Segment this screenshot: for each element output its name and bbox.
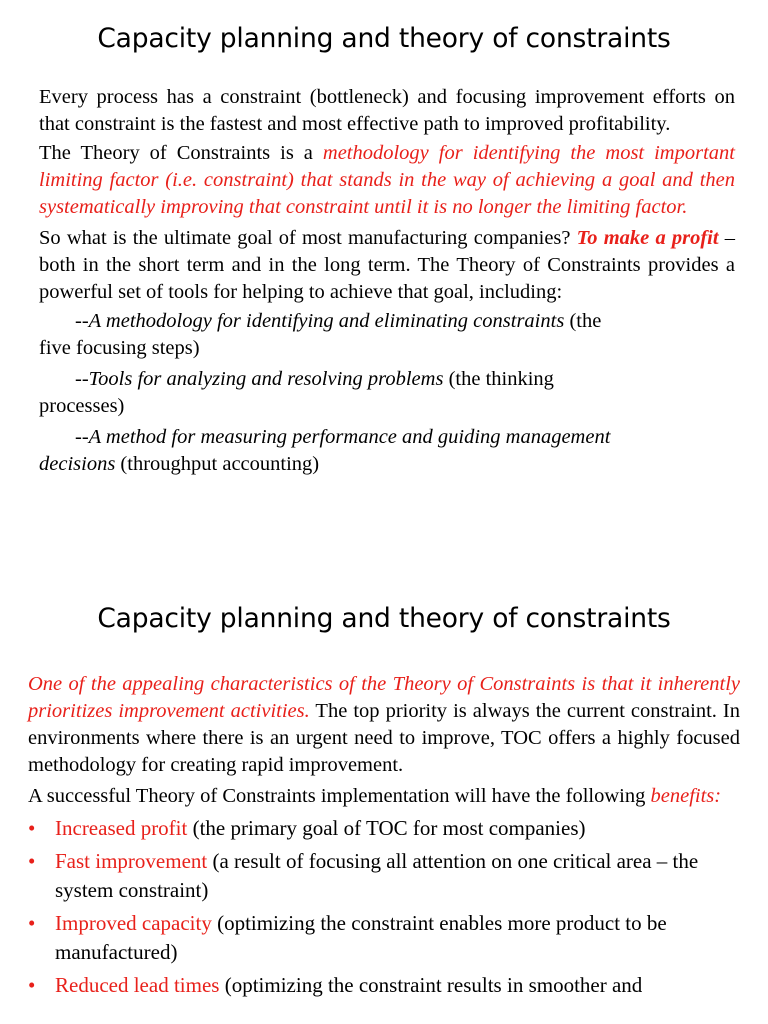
benefit-item bbox=[28, 847, 740, 905]
slide1-p3-lead: So what is the ultimate goal of most manufacturing companies? bbox=[39, 227, 577, 249]
slide2-title: Capacity planning and theory of constraints bbox=[97, 603, 671, 634]
slide1-title: Capacity planning and theory of constraints bbox=[97, 23, 671, 54]
tool-3-italic-b: decisions bbox=[39, 453, 116, 475]
tool-3-prefix: -- bbox=[75, 426, 89, 448]
benefit-desc: (optimizing the constraint results in smoother and bbox=[219, 973, 643, 997]
bullet-icon: • bbox=[28, 911, 36, 935]
benefit-item bbox=[28, 971, 740, 1000]
slide1-p3-goal: To make a profit bbox=[576, 227, 719, 249]
slide2-p1-highlight: One of the appealing characteristics of the Theory of Constraints is that it inherently prioritizes improvement activities. bbox=[28, 673, 740, 722]
tool-2-prefix: -- bbox=[75, 368, 89, 390]
slide2-body bbox=[28, 671, 740, 1000]
slide2-p2-lead: A successful Theory of Constraints implementation will have the following bbox=[28, 785, 651, 807]
slide1-p3-tail: – both in the short term and in the long term. The Theory of Constraints provides a powerful set of tools for helping to achieve that goal, including: bbox=[39, 227, 736, 303]
tool-1-italic: A methodology for identifying and eliminating constraints bbox=[88, 310, 565, 332]
slide1-body bbox=[39, 84, 735, 478]
slide2-p2-benefits: benefits: bbox=[650, 785, 722, 807]
slide2-paragraph-1 bbox=[28, 671, 740, 779]
slide1-tool-2 bbox=[39, 366, 735, 420]
benefits-list bbox=[28, 814, 740, 1000]
tool-1-plain-a: (the bbox=[564, 310, 602, 332]
tool-3-italic: A method for measuring performance and guiding management bbox=[88, 426, 611, 448]
tool-2-italic: Tools for analyzing and resolving problems bbox=[88, 368, 444, 390]
benefit-label: Reduced lead times bbox=[55, 973, 220, 997]
tool-1-prefix: -- bbox=[75, 310, 89, 332]
bullet-icon: • bbox=[28, 973, 36, 997]
tool-2-plain-a: (the thinking bbox=[443, 368, 554, 390]
tool-2-plain-b: processes) bbox=[39, 395, 125, 417]
slide1-paragraph-2 bbox=[39, 140, 735, 221]
benefit-item bbox=[28, 909, 740, 967]
tool-1-plain-b: five focusing steps) bbox=[39, 337, 200, 359]
tool-3-plain-b: (throughput accounting) bbox=[115, 453, 320, 475]
benefit-label: Fast improvement bbox=[55, 849, 208, 873]
bullet-icon: • bbox=[28, 849, 36, 873]
benefit-item bbox=[28, 814, 740, 843]
benefit-desc: (optimizing the constraint enables more product to be manufactured) bbox=[55, 911, 667, 964]
slide1-p2-lead: The Theory of Constraints is a bbox=[39, 142, 323, 164]
slide1-paragraph-1: Every process has a constraint (bottleneck) and focusing improvement efforts on that constraint is the fastest and most effective path to improved profitability. bbox=[39, 86, 735, 135]
slide1-p2-definition: methodology for identifying the most important limiting factor (i.e. constraint) that stands in the way of achieving a goal and then systematically improving that constraint until it is no longer the limiting factor. bbox=[39, 142, 735, 218]
slide1-tool-1 bbox=[39, 308, 735, 362]
slide2-paragraph-2 bbox=[28, 783, 740, 810]
benefit-label: Improved capacity bbox=[55, 911, 212, 935]
slide1-paragraph-3 bbox=[39, 225, 735, 306]
benefit-desc: (a result of focusing all attention on one critical area – the system constraint) bbox=[55, 849, 699, 902]
benefit-label: Increased profit bbox=[55, 816, 188, 840]
bullet-icon: • bbox=[28, 816, 36, 840]
slide2-p1-tail: The top priority is always the current constraint. In environments where there is an urgent need to improve, TOC offers a highly focused methodology for creating rapid improvement. bbox=[28, 700, 741, 776]
slide1-tool-3 bbox=[39, 424, 735, 478]
benefit-desc: (the primary goal of TOC for most companies) bbox=[187, 816, 586, 840]
